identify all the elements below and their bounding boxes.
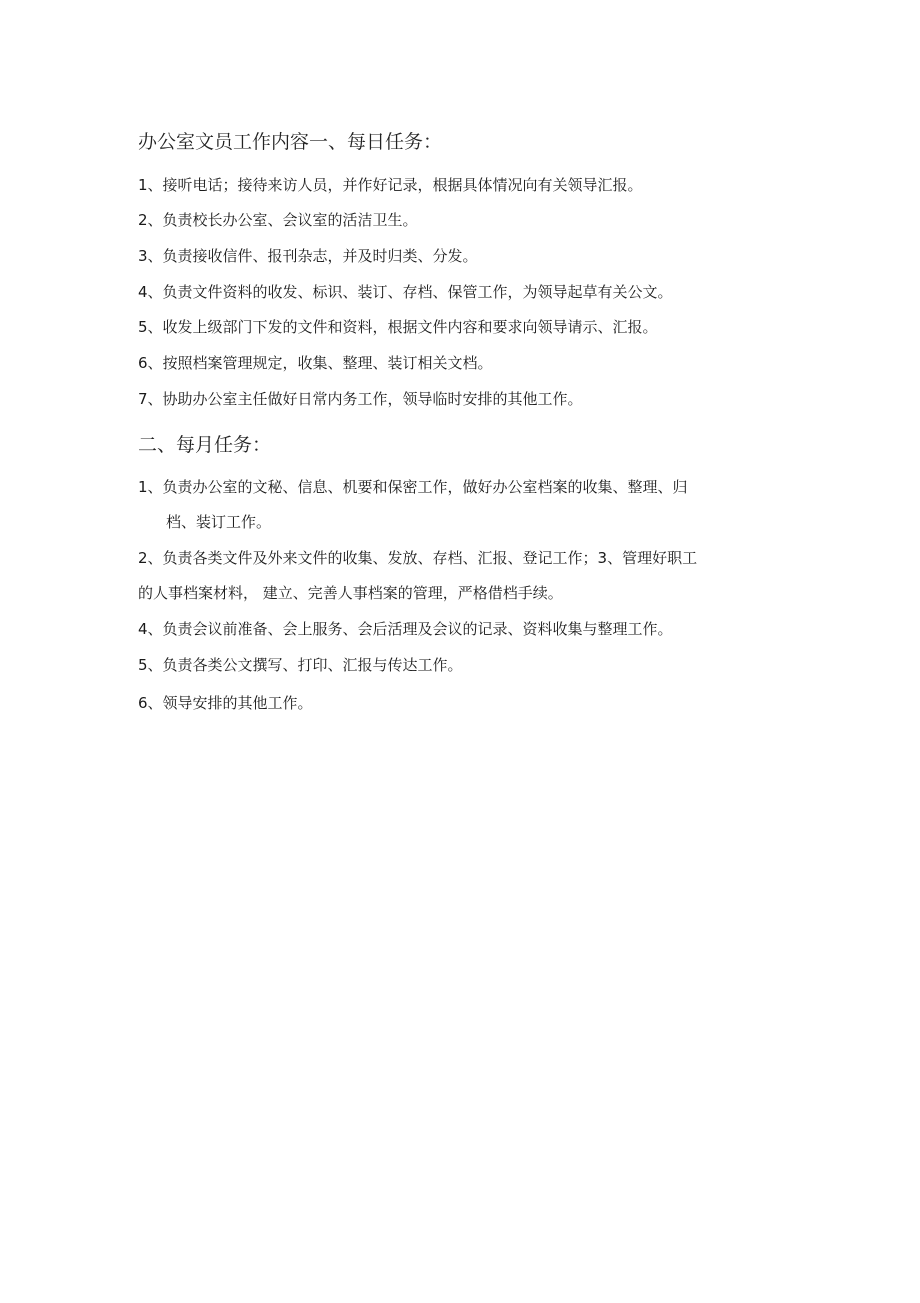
monthly-task-item-continuation: 的人事档案材料， 建立、完善人事档案的管理，严格借档手续。 — [138, 584, 563, 602]
monthly-task-item: 1、负责办公室的文秘、信息、机要和保密工作，做好办公室档案的收集、整理、归 — [138, 478, 688, 496]
monthly-task-item-continuation: 档、装订工作。 — [166, 513, 272, 531]
section-heading-monthly: 二、每月任务： — [138, 434, 272, 456]
monthly-task-item: 4、负责会议前准备、会上服务、会后活理及会议的记录、资料收集与整理工作。 — [138, 620, 673, 638]
daily-task-item: 7、协助办公室主任做好日常内务工作，领导临时安排的其他工作。 — [138, 390, 583, 408]
daily-task-item: 3、负责接收信件、报刊杂志，并及时归类、分发。 — [138, 247, 478, 265]
monthly-task-item: 2、负责各类文件及外来文件的收集、发放、存档、汇报、登记工作；3、管理好职工 — [138, 549, 698, 567]
daily-task-item: 5、收发上级部门下发的文件和资料，根据文件内容和要求向领导请示、汇报。 — [138, 318, 658, 336]
daily-task-item: 6、按照档案管理规定，收集、整理、装订相关文档。 — [138, 354, 493, 372]
daily-task-item: 1、接听电话；接待来访人员，并作好记录，根据具体情况向有关领导汇报。 — [138, 176, 643, 194]
section-heading-daily: 办公室文员工作内容一、每日任务： — [138, 131, 443, 153]
monthly-task-item: 5、负责各类公文撰写、打印、汇报与传达工作。 — [138, 656, 463, 674]
monthly-task-item: 6、领导安排的其他工作。 — [138, 694, 313, 712]
daily-task-item: 4、负责文件资料的收发、标识、装订、存档、保管工作，为领导起草有关公文。 — [138, 283, 673, 301]
daily-task-item: 2、负责校长办公室、会议室的活洁卫生。 — [138, 211, 418, 229]
